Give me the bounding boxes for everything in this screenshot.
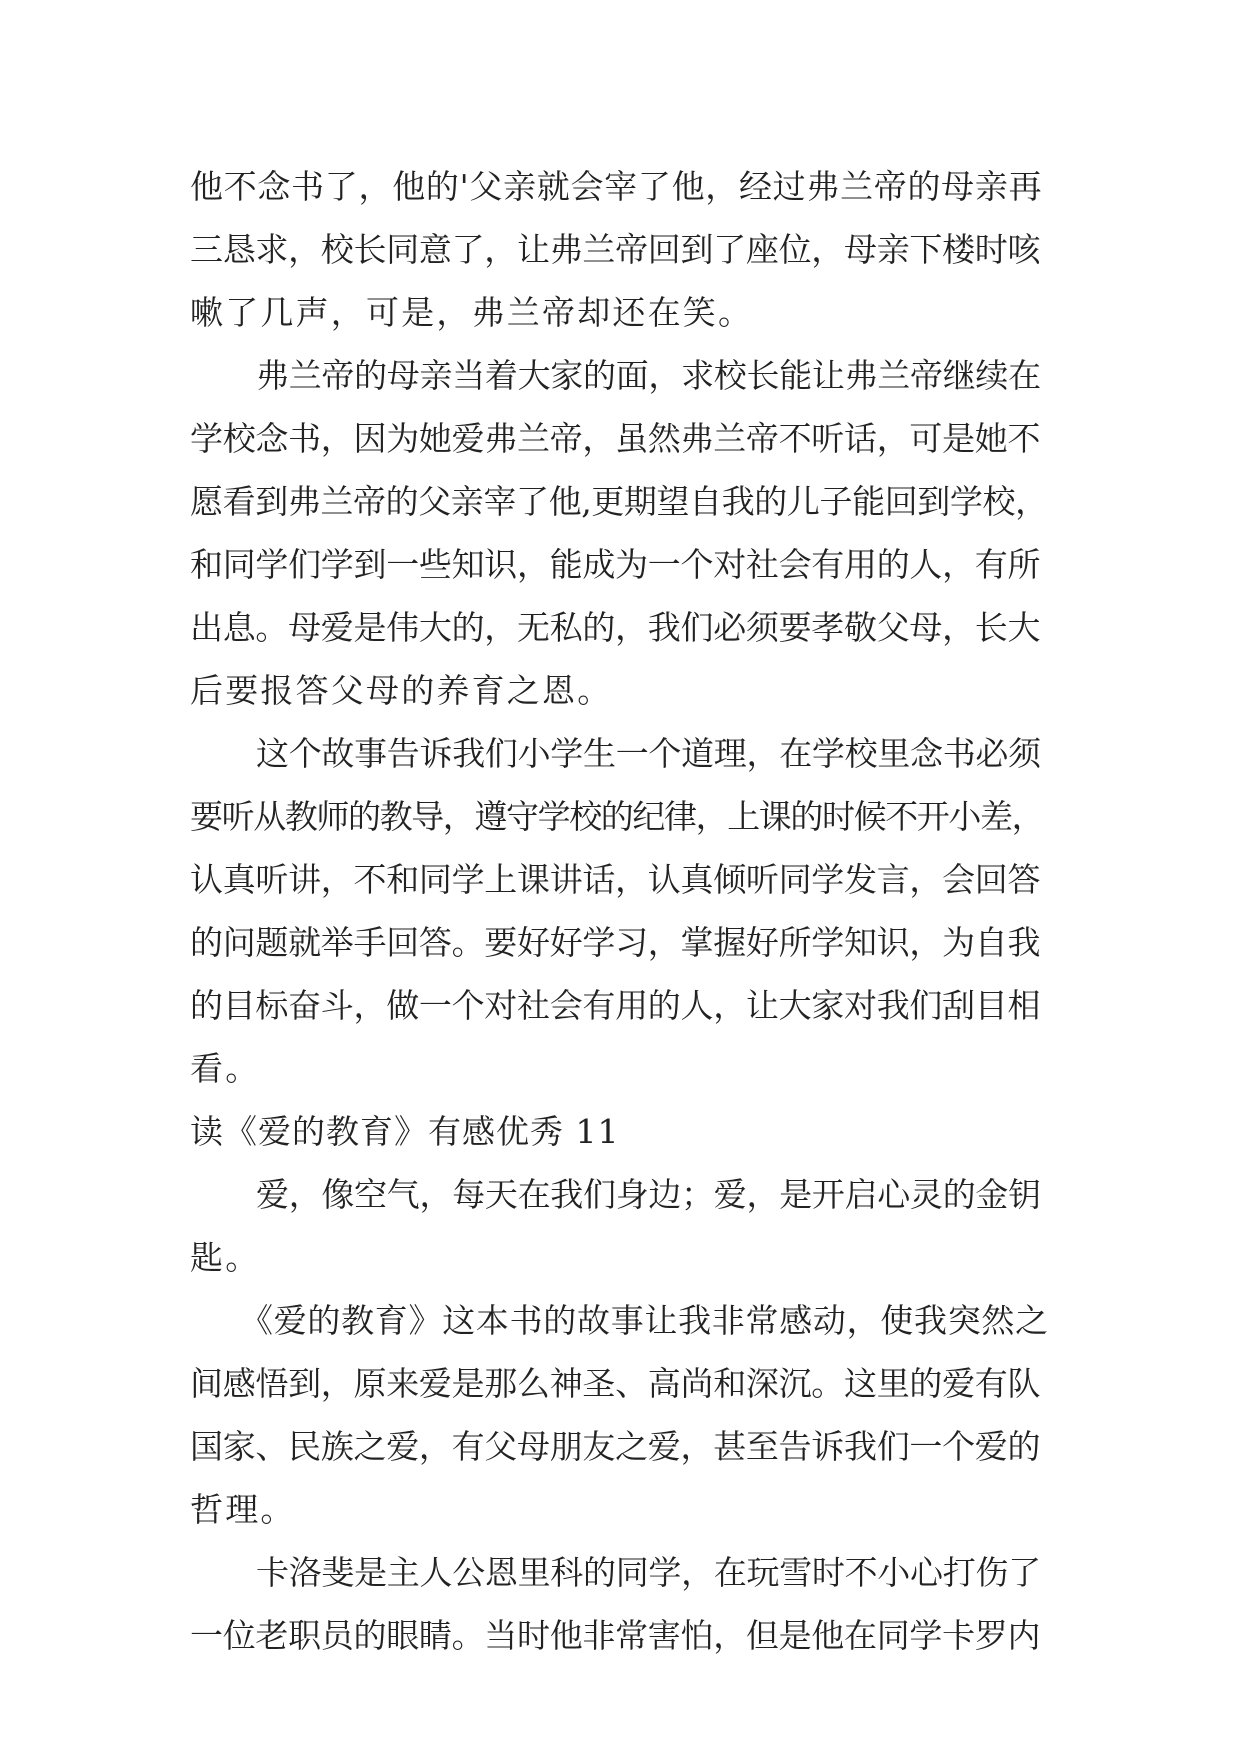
text-line: 和同学们学到一些知识，能成为一个对社会有用的人，有所 (190, 545, 1041, 584)
text-line: 哲理。 (190, 1490, 296, 1529)
text-line: 间感悟到，原来爱是那么神圣、高尚和深沉。这里的爱有队 (190, 1364, 1041, 1403)
text-line: 愿看到弗兰帝的父亲宰了他,更期望自我的儿子能回到学校， (190, 482, 1048, 521)
text-line: 学校念书，因为她爱弗兰帝，虽然弗兰帝不听话，可是她不 (190, 419, 1041, 458)
text-line: 国家、民族之爱，有父母朋友之爱，甚至告诉我们一个爱的 (190, 1427, 1041, 1466)
paragraph-first-line: 爱，像空气，每天在我们身边；爱，是开启心灵的金钥 (256, 1175, 1041, 1214)
text-line: 要听从教师的教导，遵守学校的纪律，上课的时候不开小差， (190, 797, 1044, 836)
text-line: 认真听讲，不和同学上课讲话，认真倾听同学发言，会回答 (190, 860, 1041, 899)
text-line: 出息。母爱是伟大的，无私的，我们必须要孝敬父母，长大 (190, 608, 1041, 647)
text-line: 嗽了几声，可是，弗兰帝却还在笑。 (190, 293, 754, 332)
document-body (190, 155, 1052, 1667)
paragraph-first-line: 弗兰帝的母亲当着大家的面，求校长能让弗兰帝继续在 (256, 356, 1041, 395)
text-line: 他不念书了，他的'父亲就会宰了他，经过弗兰帝的母亲再 (190, 167, 1043, 206)
text-line: 后要报答父母的养育之恩。 (190, 671, 613, 710)
text-line: 匙。 (190, 1238, 261, 1277)
text-line: 的问题就举手回答。要好好学习，掌握好所学知识，为自我 (190, 923, 1041, 962)
paragraph-first-line: 这个故事告诉我们小学生一个道理，在学校里念书必须 (256, 734, 1041, 773)
paragraph-first-line: 《爱的教育》这本书的故事让我非常感动，使我突然之 (240, 1301, 1049, 1340)
paragraph-first-line: 卡洛斐是主人公恩里科的同学，在玩雪时不小心打伤了 (256, 1553, 1041, 1592)
text-line: 的目标奋斗，做一个对社会有用的人，让大家对我们刮目相 (190, 986, 1041, 1025)
text-line: 看。 (190, 1049, 261, 1088)
section-heading: 读《爱的教育》有感优秀 11 (190, 1112, 620, 1151)
text-line: 三恳求，校长同意了，让弗兰帝回到了座位，母亲下楼时咳 (190, 230, 1041, 269)
text-line: 一位老职员的眼睛。当时他非常害怕，但是他在同学卡罗内 (190, 1616, 1041, 1655)
